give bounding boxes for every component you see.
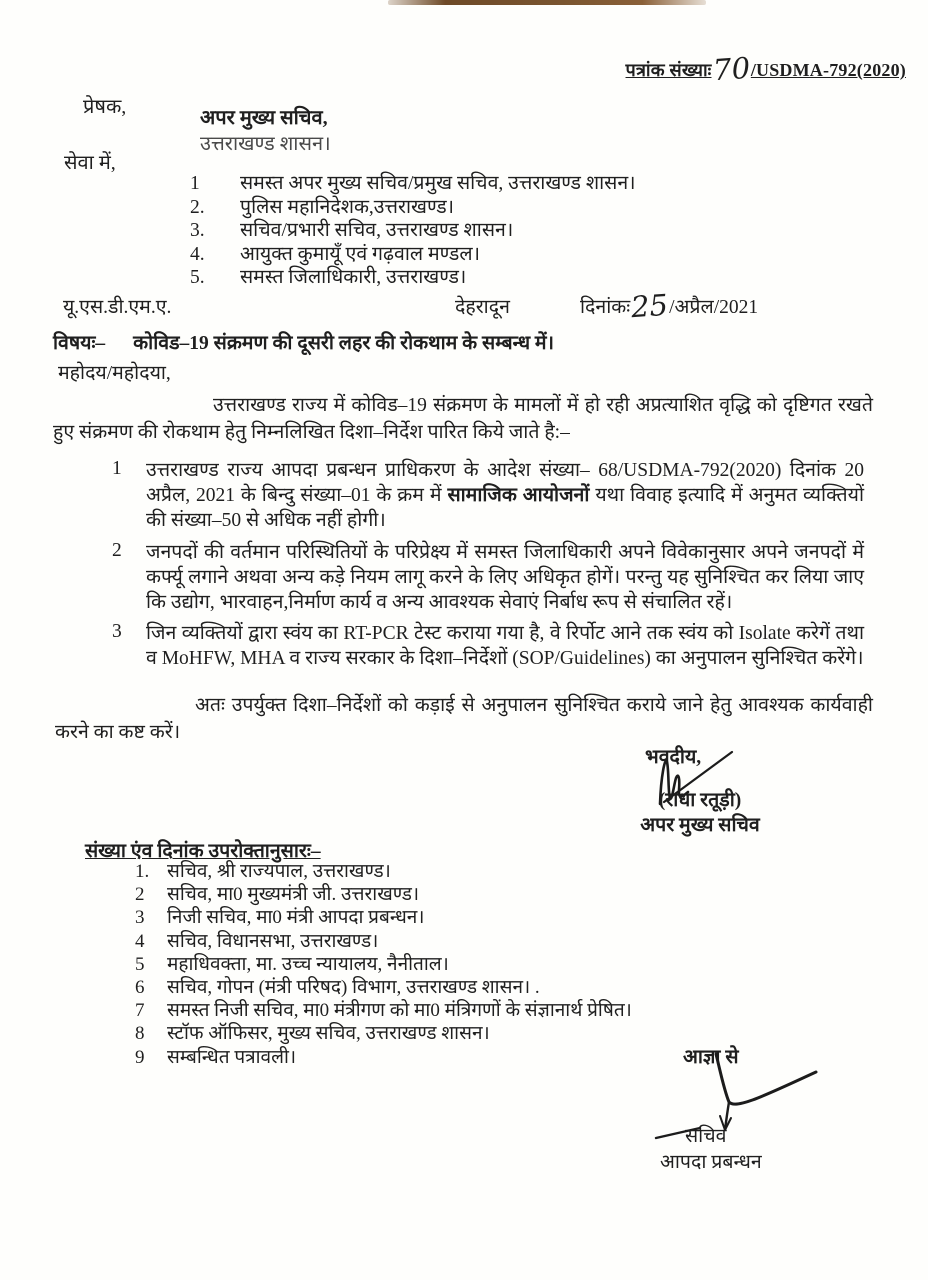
ref-number: /USDMA-792(2020) — [750, 60, 906, 80]
point-number: 1 — [112, 458, 122, 479]
department-name: आपदा प्रबन्धन — [660, 1152, 762, 1173]
sender-name: अपर मुख्य सचिव, — [200, 107, 328, 129]
recipient-number: 1 — [190, 173, 200, 194]
cc-item — [135, 953, 755, 976]
point-number: 3 — [112, 621, 122, 643]
sender-org: उत्तराखण्ड शासन। — [200, 133, 331, 155]
org-abbreviation: यू.एस.डी.एम.ए. — [63, 297, 172, 318]
cc-heading: संख्या एंव दिनांक उपरोक्तानुसारः– — [85, 841, 321, 862]
sender-block — [200, 105, 331, 157]
point-text: जनपदों की वर्तमान परिस्थितियों के परिप्रेक्ष्य में समस्त जिलाधिकारी अपने विवेकानुसार अपने जनपदों में कर्फ्यू लगाने अथवा अन्य कड़े नियम लागू करने के लिए अधिकृत होगें। परन्तु यह सुनिश्चित कर लिया जाए कि उद्योग, भारवाहन,निर्माण कार्य व अन्य आवश्यक सेवाएं निर्बाध रूप से संचालित रहें। — [146, 541, 864, 614]
subject-text: कोविड–19 संक्रमण की दूसरी लहर की रोकथाम के सम्बन्ध में। — [133, 333, 554, 354]
place-name: देहरादून — [455, 297, 510, 318]
directive-point-3 — [112, 621, 864, 671]
recipient-text: सचिव/प्रभारी सचिव, उत्तराखण्ड शासन। — [240, 220, 514, 242]
date-rest: /अप्रैल/2021 — [669, 297, 759, 318]
cc-text: सचिव, श्री राज्यपाल, उत्तराखण्ड। — [167, 861, 391, 882]
date-handwritten-day: 25 — [630, 287, 670, 325]
subject-line — [53, 328, 873, 355]
recipient-item — [190, 266, 830, 290]
intro-text: उत्तराखण्ड राज्य में कोविड–19 संक्रमण के मामलों में हो रही अप्रत्याशित वृद्धि को दृष्टिगत रखते हुए संक्रमण की रोकथाम हेतु निम्नलिखित दिशा–निर्देश पारित किये जाते है:– — [53, 395, 873, 443]
subject-label: विषयः– — [53, 333, 106, 354]
cc-item — [135, 930, 755, 953]
intro-paragraph — [53, 392, 873, 446]
cc-number: 2 — [135, 884, 145, 906]
date-label: दिनांकः — [580, 297, 631, 318]
cc-number: 4 — [135, 930, 145, 952]
cc-text: सम्बन्धित पत्रावली। — [167, 1046, 297, 1068]
cc-text: सचिव, मा0 मुख्यमंत्री जी. उत्तराखण्ड। — [167, 884, 420, 906]
cc-item — [135, 860, 755, 883]
cc-item — [135, 1022, 755, 1045]
cc-number: 7 — [135, 1000, 145, 1022]
point-number: 2 — [112, 539, 122, 561]
secretary-title: सचिव — [685, 1126, 727, 1147]
recipient-text: आयुक्त कुमायूँ एवं गढ़वाल मण्डल। — [240, 243, 480, 265]
scan-edge-artifact — [388, 0, 706, 5]
point1-pre: उत्तराखण्ड राज्य आपदा प्रबन्धन प्राधिकरण के आदेश संख्या– 68/USDMA-792(2020) दिनांक 20 अप्रैल, 2021 के बिन्दु संख्या–01 के क्रम में — [146, 460, 864, 507]
recipient-list — [190, 172, 830, 290]
recipient-item — [190, 243, 830, 267]
bottom-signatory-block — [660, 1124, 762, 1176]
cc-list — [135, 860, 755, 1069]
directive-point-1 — [112, 458, 864, 534]
recipient-text: समस्त अपर मुख्य सचिव/प्रमुख सचिव, उत्तराखण्ड शासन। — [240, 173, 636, 194]
closing-text: अतः उपर्युक्त दिशा–निर्देशों को कड़ाई से अनुपालन सुनिश्चित कराये जाने हेतु आवश्यक कार्यवाही करने का कष्ट करें। — [55, 695, 873, 743]
salutation: महोदय/महोदया, — [58, 363, 171, 384]
recipient-number: 3. — [190, 220, 205, 242]
cc-text: स्टॉफ ऑफिसर, मुख्य सचिव, उत्तराखण्ड शासन। — [167, 1023, 490, 1045]
recipient-text: समस्त जिलाधिकारी, उत्तराखण्ड। — [240, 267, 467, 289]
sender-label: प्रेषक, — [83, 96, 127, 118]
directive-points — [112, 458, 864, 678]
by-order-label: आज्ञा से — [683, 1047, 739, 1068]
recipient-item — [190, 196, 830, 220]
cc-item — [135, 999, 755, 1022]
cc-number: 1. — [135, 861, 150, 882]
valediction: भवदीय, — [645, 747, 702, 768]
directive-point-2 — [112, 540, 864, 616]
signatory-block — [600, 788, 800, 838]
cc-item — [135, 883, 755, 906]
cc-text: समस्त निजी सचिव, मा0 मंत्रीगण को मा0 मंत्रिगणों के संज्ञानार्थ प्रेषित। — [167, 1000, 632, 1022]
closing-paragraph — [55, 692, 873, 746]
cc-number: 5 — [135, 953, 145, 975]
recipient-number: 4. — [190, 243, 205, 265]
signatory-title: अपर मुख्य सचिव — [640, 815, 760, 836]
ref-label: पत्रांक संख्याः — [625, 60, 712, 80]
to-label: सेवा में, — [64, 152, 116, 174]
cc-text: महाधिवक्ता, मा. उच्च न्यायालय, नैनीताल। — [167, 953, 449, 975]
letter-date — [580, 287, 759, 325]
recipient-item — [190, 172, 830, 196]
point-text — [146, 458, 864, 534]
cc-item — [135, 906, 755, 929]
letter-reference-number — [625, 50, 906, 88]
cc-number: 3 — [135, 907, 145, 929]
recipient-number: 2. — [190, 196, 205, 218]
recipient-text: पुलिस महानिदेशक,उत्तराखण्ड। — [240, 196, 455, 218]
recipient-item — [190, 219, 830, 243]
cc-number: 8 — [135, 1023, 145, 1045]
cc-text: सचिव, गोपन (मंत्री परिषद) विभाग, उत्तराखण्ड शासन। . — [167, 977, 540, 999]
cc-number: 9 — [135, 1046, 145, 1068]
cc-item — [135, 976, 755, 999]
signatory-name: (राधा रतूड़ी) — [658, 790, 742, 811]
point1-post: यथा विवाह इत्यादि में अनुमत व्यक्तियों की संख्या–50 से अधिक नहीं होगी। — [146, 485, 865, 532]
cc-number: 6 — [135, 977, 145, 999]
cc-text: निजी सचिव, मा0 मंत्री आपदा प्रबन्धन। — [167, 907, 425, 929]
point-text: जिन व्यक्तियों द्वारा स्वंय का RT-PCR टेस्ट कराया गया है, वे रिर्पोट आने तक स्वंय को Isolate करेगें तथा व MoHFW, MHA व राज्य सरकार के दिशा–निर्देशों (SOP/Guidelines) का अनुपालन सुनिश्चित करेंगे। — [146, 623, 864, 670]
ref-handwritten-number: 70 — [711, 50, 751, 88]
cc-item — [135, 1046, 755, 1069]
recipient-number: 5. — [190, 267, 205, 289]
cc-text: सचिव, विधानसभा, उत्तराखण्ड। — [167, 930, 379, 952]
point1-bold: सामाजिक आयोजनों — [447, 485, 590, 507]
